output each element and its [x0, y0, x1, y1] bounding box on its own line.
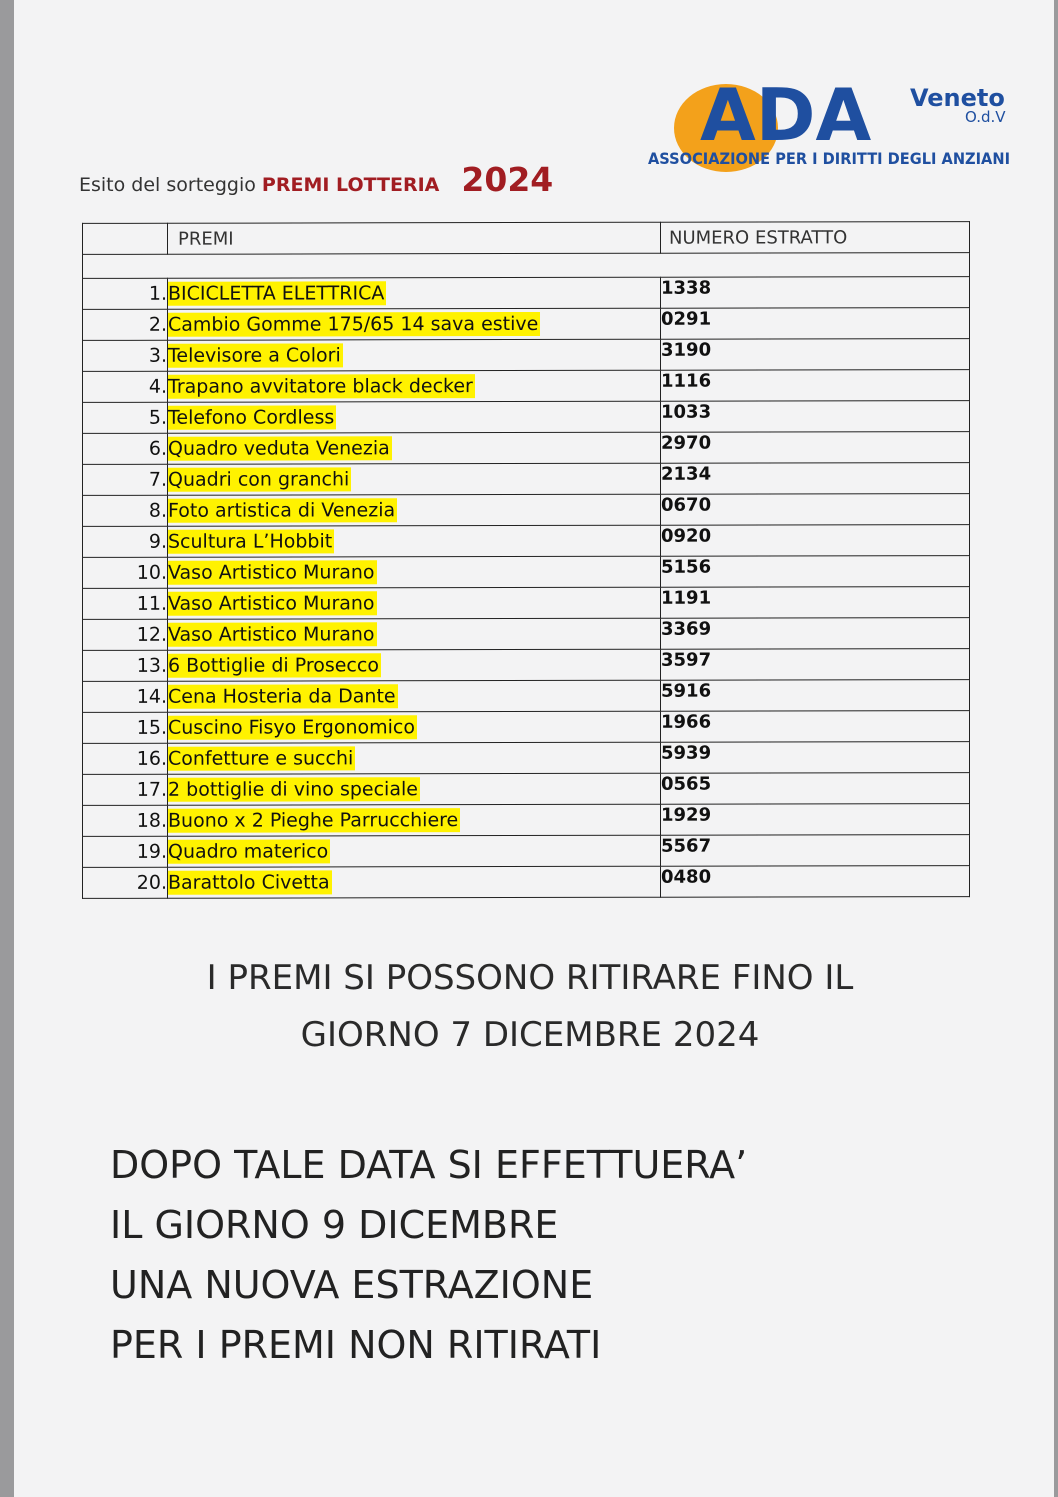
row-number: 5567	[661, 835, 970, 867]
prize-label: 2 bottiglie di vino speciale	[168, 778, 418, 801]
prize-label: Cena Hosteria da Dante	[168, 685, 396, 708]
prize-label: Buono x 2 Pieghe Parrucchiere	[168, 809, 459, 832]
row-index: 9.	[83, 526, 168, 557]
table-row	[83, 308, 970, 341]
table-row	[83, 525, 970, 558]
row-prize	[168, 835, 661, 867]
table-row	[83, 494, 970, 527]
row-index: 7.	[83, 464, 168, 495]
header-index-cell	[83, 223, 168, 254]
table-row	[83, 649, 970, 682]
prize-label: 6 Bottiglie di Prosecco	[168, 654, 379, 677]
prize-label: Trapano avvitatore black decker	[168, 375, 473, 398]
heading-prefix: Esito del sorteggio	[79, 174, 256, 196]
row-index: 1.	[83, 278, 168, 309]
row-index: 14.	[83, 681, 168, 712]
table-row	[83, 339, 970, 372]
row-number: 5916	[661, 680, 970, 712]
row-prize	[168, 680, 661, 712]
row-index: 10.	[83, 557, 168, 588]
row-number: 5939	[661, 742, 970, 774]
row-prize	[168, 277, 661, 309]
row-prize	[168, 401, 661, 433]
row-prize	[168, 432, 661, 464]
pickup-notice-line: I PREMI SI POSSONO RITIRARE FINO IL	[206, 958, 854, 998]
row-number: 0670	[661, 494, 970, 526]
row-prize	[168, 556, 661, 588]
row-index: 19.	[83, 836, 168, 867]
new-draw-line: UNA NUOVA ESTRAZIONE	[110, 1263, 594, 1307]
new-draw-line: DOPO TALE DATA SI EFFETTUERA’	[110, 1143, 748, 1187]
header-number: NUMERO ESTRATTO	[661, 222, 970, 254]
prize-label: Confetture e succhi	[168, 747, 354, 770]
row-number: 0291	[661, 308, 970, 340]
row-number: 1338	[661, 277, 970, 309]
prize-label: Cuscino Fisyo Ergonomico	[168, 716, 415, 739]
row-index: 17.	[83, 774, 168, 805]
row-number: 0565	[661, 773, 970, 805]
table-header-row	[83, 222, 970, 255]
new-draw-line: PER I PREMI NON RITIRATI	[110, 1323, 602, 1367]
prize-table	[82, 221, 970, 899]
prize-label: Foto artistica di Venezia	[168, 499, 396, 522]
row-number: 3190	[661, 339, 970, 371]
row-number: 0480	[661, 866, 970, 898]
row-prize	[168, 587, 661, 619]
row-number: 1116	[661, 370, 970, 402]
prize-label: Scultura L’Hobbit	[168, 530, 333, 553]
table-row	[83, 277, 970, 310]
logo-name: ADA	[700, 73, 872, 157]
row-index: 11.	[83, 588, 168, 619]
table-row	[83, 680, 970, 713]
row-number: 1191	[661, 587, 970, 619]
row-number: 1929	[661, 804, 970, 836]
prize-label: Barattolo Civetta	[168, 871, 330, 894]
row-index: 8.	[83, 495, 168, 526]
table-row	[83, 835, 970, 868]
prize-label: Cambio Gomme 175/65 14 sava estive	[168, 312, 539, 336]
table-spacer-row	[83, 253, 970, 279]
row-index: 18.	[83, 805, 168, 836]
new-draw-notice	[110, 1135, 747, 1375]
row-index: 3.	[83, 340, 168, 371]
table-row	[83, 432, 970, 465]
pickup-notice	[100, 950, 960, 1064]
row-index: 13.	[83, 650, 168, 681]
row-prize	[168, 618, 661, 650]
row-number: 2970	[661, 432, 970, 464]
row-prize	[168, 494, 661, 526]
row-prize	[168, 711, 661, 743]
heading-title: PREMI LOTTERIA	[261, 174, 440, 196]
table-row	[83, 401, 970, 434]
table-row	[83, 556, 970, 589]
row-prize	[168, 308, 661, 340]
row-prize	[168, 866, 661, 898]
prize-label: Vaso Artistico Murano	[168, 561, 375, 584]
table-row	[83, 773, 970, 806]
new-draw-line: IL GIORNO 9 DICEMBRE	[110, 1203, 559, 1247]
row-prize	[168, 525, 661, 557]
table-row	[83, 463, 970, 496]
spacer-cell	[83, 253, 970, 279]
header-prizes: PREMI	[168, 222, 661, 254]
row-index: 20.	[83, 867, 168, 898]
row-prize	[168, 339, 661, 371]
prize-label: Televisore a Colori	[168, 344, 341, 367]
row-number: 3369	[661, 618, 970, 650]
table-row	[83, 866, 970, 899]
row-prize	[168, 370, 661, 402]
row-number: 2134	[661, 463, 970, 495]
row-index: 6.	[83, 433, 168, 464]
row-index: 5.	[83, 402, 168, 433]
prize-label: Telefono Cordless	[168, 406, 335, 429]
row-number: 1033	[661, 401, 970, 433]
ada-logo	[630, 70, 1030, 190]
row-index: 12.	[83, 619, 168, 650]
logo-suffix: O.d.V	[965, 108, 1006, 126]
table-row	[83, 370, 970, 403]
row-index: 16.	[83, 743, 168, 774]
prize-label: BICICLETTA ELETTRICA	[168, 282, 385, 305]
prize-label: Vaso Artistico Murano	[168, 623, 375, 646]
pickup-notice-line: GIORNO 7 DICEMBRE 2024	[300, 1015, 760, 1055]
row-prize	[168, 804, 661, 836]
row-number: 0920	[661, 525, 970, 557]
prize-label: Quadro materico	[168, 840, 329, 863]
row-index: 2.	[83, 309, 168, 340]
table-row	[83, 587, 970, 620]
logo-tagline: ASSOCIAZIONE PER I DIRITTI DEGLI ANZIANI	[648, 149, 1010, 168]
prize-label: Quadri con granchi	[168, 468, 350, 491]
row-index: 15.	[83, 712, 168, 743]
row-prize	[168, 463, 661, 495]
row-number: 3597	[661, 649, 970, 681]
table-row	[83, 711, 970, 744]
table-row	[83, 742, 970, 775]
row-number: 5156	[661, 556, 970, 588]
page-heading	[79, 160, 553, 199]
prize-label: Quadro veduta Venezia	[168, 437, 390, 460]
table-row	[83, 618, 970, 651]
row-prize	[168, 742, 661, 774]
prize-label: Vaso Artistico Murano	[168, 592, 375, 615]
row-prize	[168, 773, 661, 805]
row-prize	[168, 649, 661, 681]
row-number: 1966	[661, 711, 970, 743]
table-row	[83, 804, 970, 837]
logo-region: Veneto	[910, 84, 1005, 112]
row-index: 4.	[83, 371, 168, 402]
heading-year: 2024	[461, 160, 554, 199]
